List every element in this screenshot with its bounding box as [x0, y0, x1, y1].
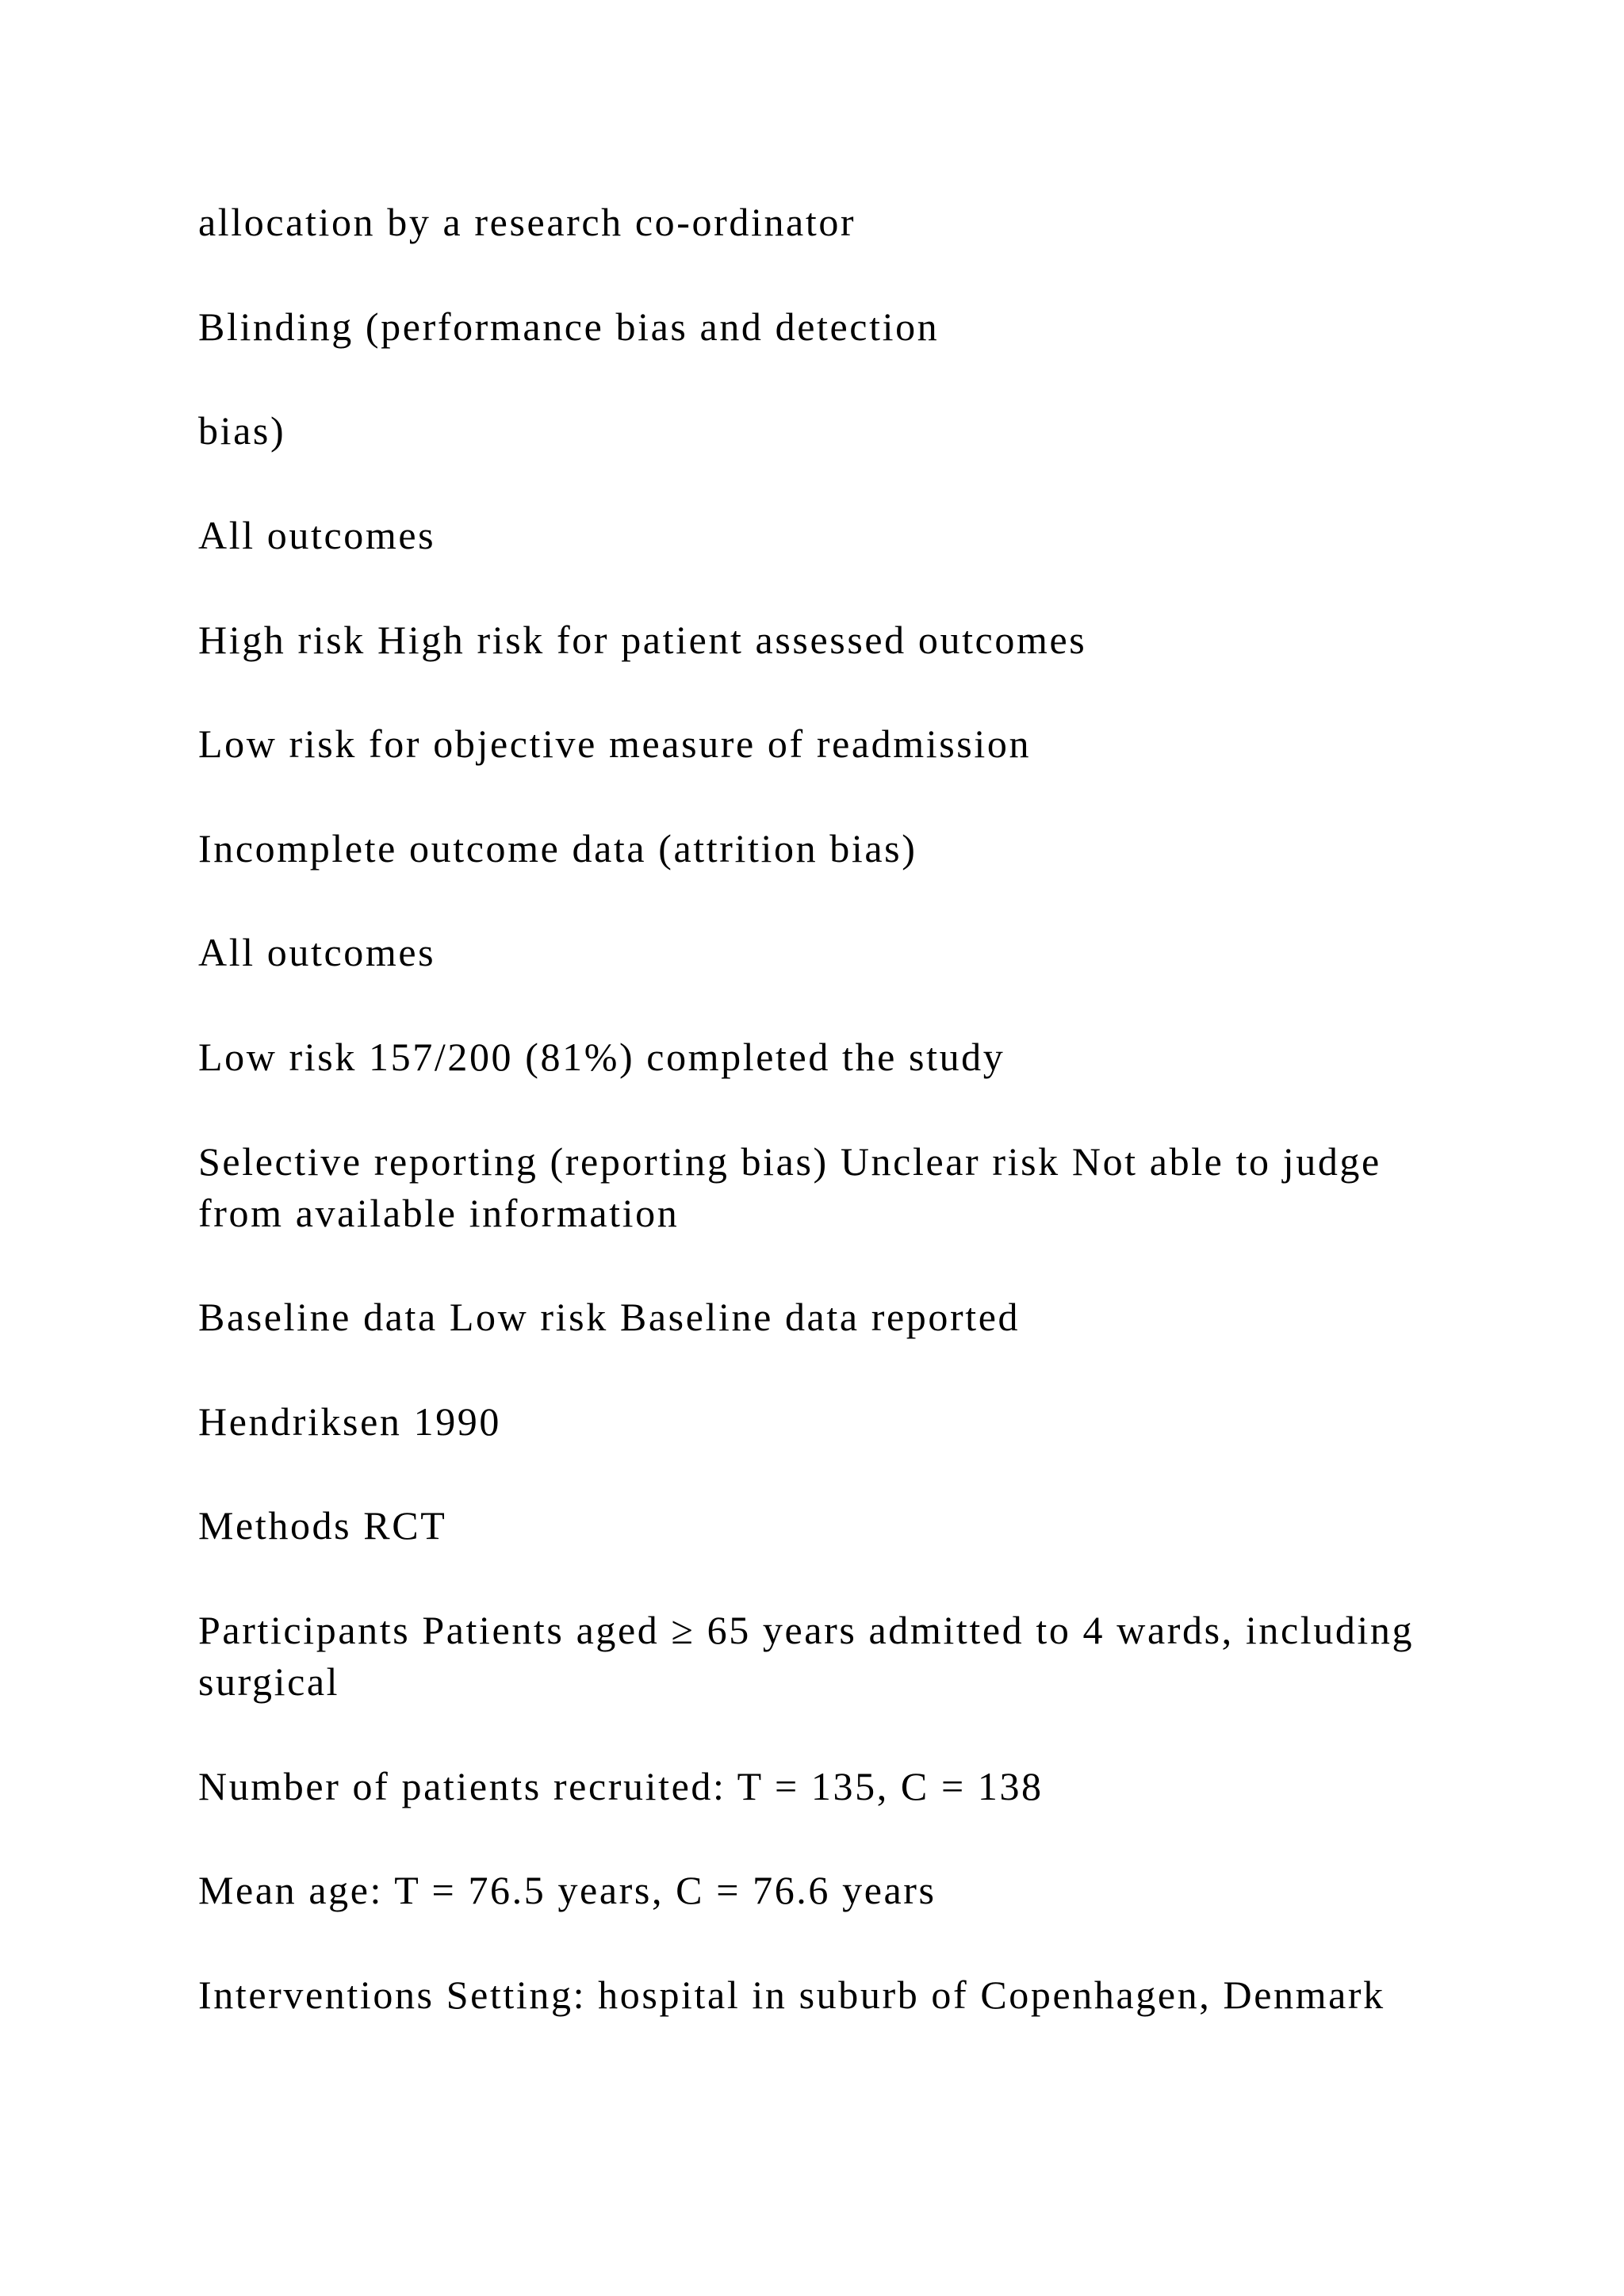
text-paragraph: Number of patients recruited: T = 135, C = 138 — [198, 1764, 1044, 1808]
text-paragraph: Interventions Setting: hospital in suburb of Copenhagen, Denmark — [198, 1973, 1385, 2017]
text-paragraph: allocation by a research co-ordinator — [198, 200, 856, 244]
text-paragraph: Baseline data Low risk Baseline data reported — [198, 1295, 1021, 1339]
text-paragraph: bias) — [198, 408, 286, 453]
text-paragraph: Mean age: T = 76.5 years, C = 76.6 years — [198, 1868, 936, 1912]
text-paragraph: Hendriksen 1990 — [198, 1399, 501, 1444]
text-paragraph: Participants Patients aged ≥ 65 years admitted to 4 wards, including surgical — [198, 1608, 1415, 1704]
text-paragraph: All outcomes — [198, 513, 436, 557]
text-paragraph: Blinding (performance bias and detection — [198, 304, 940, 349]
text-paragraph: Methods RCT — [198, 1503, 447, 1548]
text-paragraph: Selective reporting (reporting bias) Unclear risk Not able to judge from available information — [198, 1139, 1381, 1235]
text-paragraph: All outcomes — [198, 930, 436, 974]
text-paragraph: Low risk for objective measure of readmission — [198, 721, 1032, 766]
text-paragraph: Low risk 157/200 (81%) completed the study — [198, 1035, 1005, 1079]
text-paragraph: High risk High risk for patient assessed outcomes — [198, 618, 1087, 662]
text-paragraph: Incomplete outcome data (attrition bias) — [198, 826, 917, 871]
